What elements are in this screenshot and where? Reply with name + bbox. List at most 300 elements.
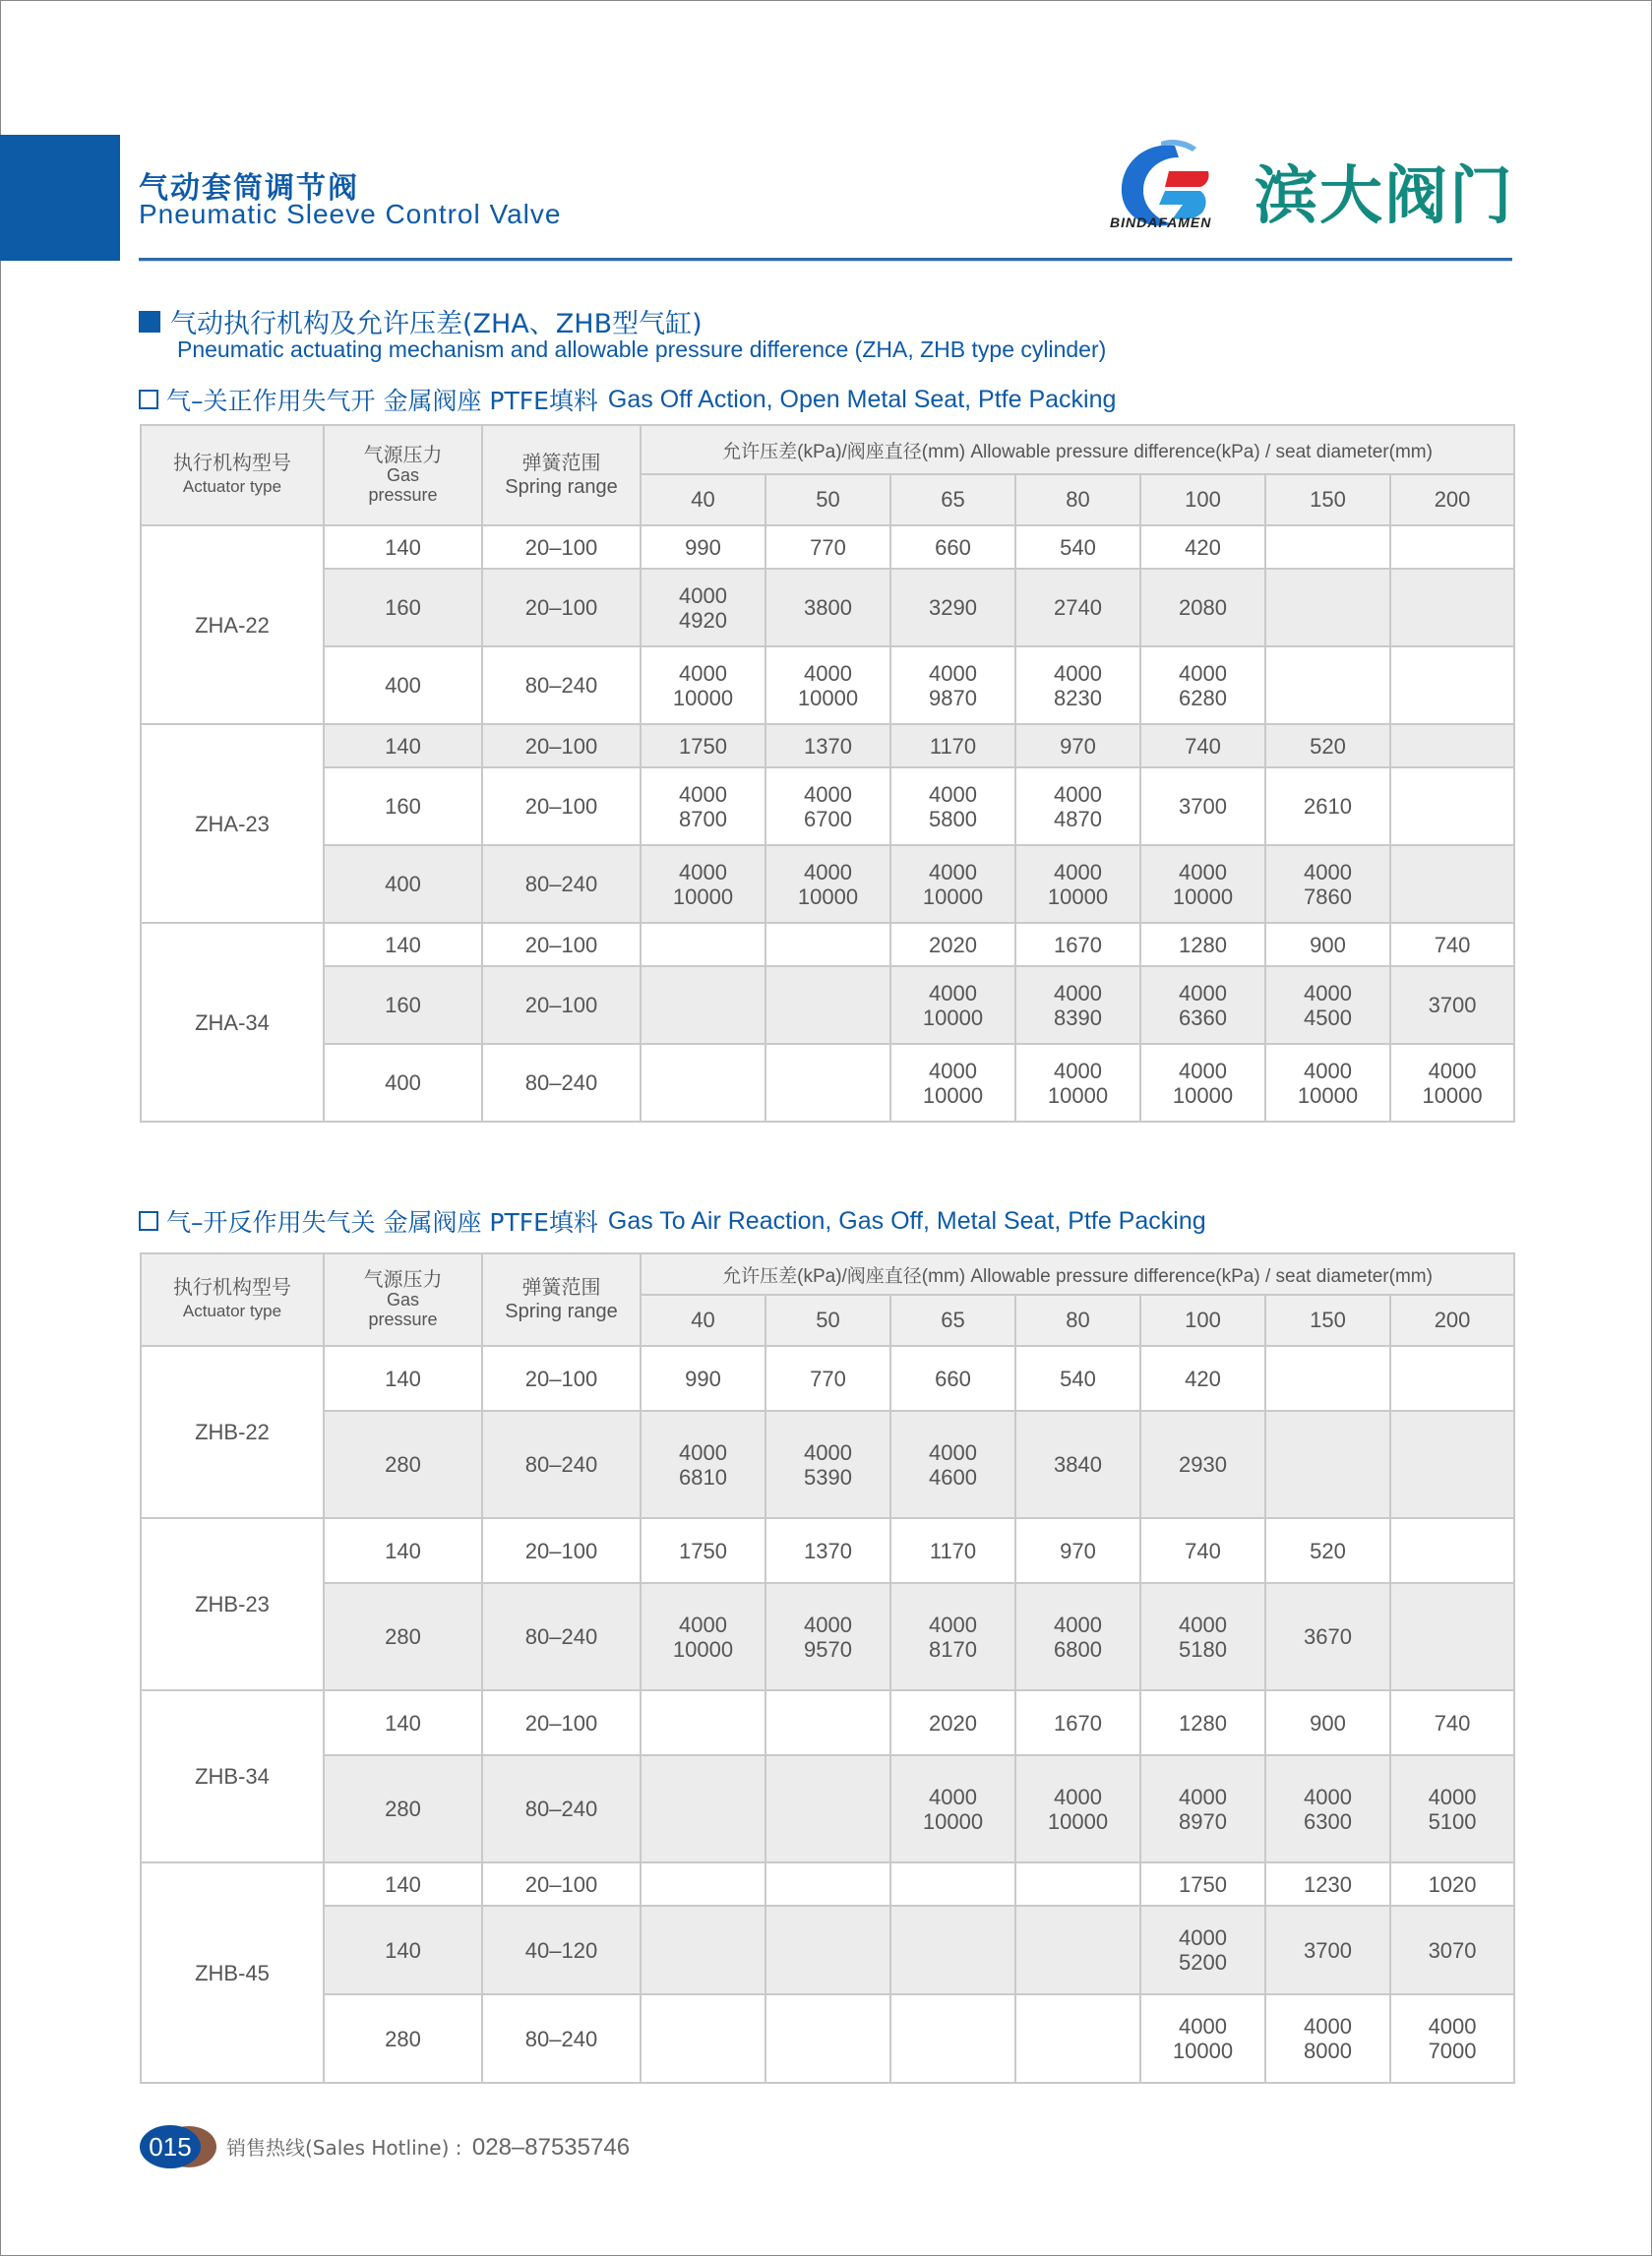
gas-pressure-cell: 140: [324, 1906, 482, 1994]
header-gas-cn: 气源压力: [363, 445, 443, 466]
pressure-value: 4000: [1179, 1925, 1227, 1950]
header-actuator-type: [141, 1253, 324, 1346]
pressure-value: 6800: [1054, 1636, 1102, 1662]
pressure-cell-80: [1015, 724, 1140, 767]
pressure-cell-200: [1390, 1411, 1514, 1518]
table2: [140, 1252, 1515, 2084]
header-gas-pressure: [324, 1253, 482, 1346]
pressure-value: 540: [1060, 534, 1096, 560]
pressure-value: 4000: [1304, 859, 1352, 884]
pressure-value: 5100: [1428, 1808, 1477, 1834]
pressure-cell-150: [1265, 1690, 1390, 1755]
gas-pressure-cell: 140: [324, 1518, 482, 1583]
pressure-cell-150: [1265, 1862, 1390, 1906]
table1-heading-cn: 气–关正作用失气开 金属阀座 PTFE填料: [166, 387, 598, 415]
pressure-cell-100: [1140, 1906, 1265, 1994]
pressure-cell-100: [1140, 1346, 1265, 1411]
pressure-value: 540: [1060, 1366, 1096, 1391]
pressure-cell-65: [890, 724, 1015, 767]
pressure-cell-200: [1390, 923, 1514, 966]
pressure-value: 10000: [797, 685, 859, 710]
pressure-value: 10000: [1047, 1808, 1109, 1834]
pressure-value: 3700: [1179, 794, 1227, 819]
pressure-value: 5800: [929, 806, 977, 831]
header-gas-pressure: [324, 425, 482, 525]
page-title-en: Pneumatic Sleeve Control Valve: [139, 199, 562, 229]
header-spring-cn: 弹簧范围: [521, 453, 601, 474]
pressure-value: 770: [810, 534, 846, 560]
pressure-cell-40: [641, 1690, 765, 1755]
pressure-cell-50: [765, 1994, 890, 2083]
pressure-cell-150: [1265, 1044, 1390, 1122]
pressure-value: 4000: [679, 1439, 727, 1465]
pressure-cell-50: [765, 1906, 890, 1994]
actuator-model: ZHB-45: [141, 1862, 324, 2083]
pressure-cell-200: [1390, 1862, 1514, 1906]
pressure-cell-100: [1140, 1862, 1265, 1906]
pressure-value: 4000: [929, 1439, 977, 1465]
header-spring-en: Spring range: [505, 1301, 618, 1322]
table-row: [141, 1346, 1514, 1411]
pressure-value: 4600: [929, 1464, 977, 1490]
gas-pressure-cell: 160: [324, 569, 482, 646]
pressure-value: 4000: [1428, 1784, 1477, 1809]
pressure-value: 4000: [679, 660, 727, 686]
pressure-cell-200: [1390, 845, 1514, 923]
pressure-cell-50: [765, 845, 890, 923]
pressure-cell-80: [1015, 845, 1140, 923]
pressure-cell-80: [1015, 1583, 1140, 1690]
pressure-cell-40: [641, 1518, 765, 1583]
pressure-value: 8000: [1304, 2039, 1352, 2063]
table-row: [141, 1906, 1514, 1994]
pressure-value: 4000: [929, 1612, 977, 1637]
pressure-value: 4000: [804, 859, 852, 884]
pressure-value: 4000: [1304, 1058, 1352, 1083]
spring-range-cell: 20–100: [482, 966, 641, 1044]
table2-heading-cn: 气–开反作用失气关 金属阀座 PTFE填料: [166, 1208, 598, 1237]
pressure-cell-200: [1390, 525, 1514, 569]
pressure-value: 9870: [929, 685, 977, 710]
pressure-value: 2610: [1304, 794, 1352, 819]
pressure-value: 5180: [1179, 1636, 1227, 1662]
actuator-model: ZHB-22: [141, 1346, 324, 1518]
pressure-cell-100: [1140, 1994, 1265, 2083]
pressure-cell-50: [765, 1583, 890, 1690]
pressure-value: 7860: [1304, 884, 1352, 909]
spring-range-cell: 80–240: [482, 646, 641, 724]
pressure-value: 740: [1434, 932, 1471, 957]
hotline-label: 销售热线(Sales Hotline) :: [226, 2136, 462, 2160]
spring-range-cell: 40–120: [482, 1906, 641, 1994]
pressure-value: 3290: [929, 595, 977, 620]
pressure-cell-150: [1265, 646, 1390, 724]
table-row: [141, 1518, 1514, 1583]
pressure-value: 4000: [804, 1439, 852, 1465]
pressure-value: 4000: [1179, 980, 1227, 1006]
gas-pressure-cell: 280: [324, 1755, 482, 1862]
pressure-cell-65: [890, 767, 1015, 845]
pressure-value: 4000: [1304, 2014, 1352, 2039]
page-number-badge: [140, 2125, 218, 2168]
header-diameter-40: 40: [641, 474, 765, 525]
gas-pressure-cell: 140: [324, 1346, 482, 1411]
pressure-cell-50: [765, 724, 890, 767]
logo-text: BINDAFAMEN: [1110, 214, 1212, 230]
pressure-cell-150: [1265, 923, 1390, 966]
pressure-value: 520: [1310, 1538, 1346, 1563]
pressure-cell-100: [1140, 1044, 1265, 1122]
pressure-cell-65: [890, 966, 1015, 1044]
table-row: [141, 525, 1514, 569]
pressure-value: 4000: [1179, 1612, 1227, 1637]
gas-pressure-cell: 280: [324, 1411, 482, 1518]
header-gas-en-1: Gas: [386, 465, 419, 485]
table-row: [141, 845, 1514, 923]
table-row: [141, 767, 1514, 845]
spring-range-cell: 20–100: [482, 1518, 641, 1583]
pressure-cell-50: [765, 1044, 890, 1122]
pressure-cell-80: [1015, 966, 1140, 1044]
gas-pressure-cell: 140: [324, 525, 482, 569]
pressure-value: 6300: [1304, 1808, 1352, 1834]
pressure-cell-65: [890, 1690, 1015, 1755]
pressure-value: 6280: [1179, 685, 1227, 710]
pressure-cell-40: [641, 966, 765, 1044]
pressure-cell-40: [641, 1346, 765, 1411]
header-diameter-150: 150: [1265, 474, 1390, 525]
pressure-cell-80: [1015, 1518, 1140, 1583]
pressure-value: 2930: [1179, 1452, 1227, 1477]
pressure-cell-200: [1390, 724, 1514, 767]
pressure-cell-80: [1015, 923, 1140, 966]
pressure-value: 4870: [1054, 806, 1102, 831]
pressure-value: 9570: [804, 1636, 852, 1662]
pressure-value: 4000: [1179, 859, 1227, 884]
footer: [140, 2125, 630, 2168]
table-row: [141, 1583, 1514, 1690]
pressure-cell-150: [1265, 966, 1390, 1044]
table1-heading-en: Gas Off Action, Open Metal Seat, Ptfe Packing: [607, 385, 1117, 413]
pressure-value: 4000: [1304, 980, 1352, 1006]
pressure-cell-40: [641, 1411, 765, 1518]
header-diameter-80: 80: [1015, 1295, 1140, 1346]
page-title-cn: 气动套筒调节阀: [139, 171, 359, 206]
spring-range-cell: 80–240: [482, 1994, 641, 2083]
pressure-value: 5200: [1179, 1950, 1227, 1975]
spring-range-cell: 20–100: [482, 525, 641, 569]
table-row: [141, 966, 1514, 1044]
brand-name: 滨大阀门: [1254, 160, 1514, 233]
pressure-cell-40: [641, 569, 765, 646]
pressure-cell-40: [641, 724, 765, 767]
pressure-value: 970: [1060, 733, 1096, 759]
pressure-cell-80: [1015, 1346, 1140, 1411]
sales-hotline: [226, 2132, 630, 2162]
table1: [140, 424, 1515, 1123]
pressure-value: 1750: [679, 1538, 727, 1563]
pressure-value: 1170: [929, 733, 977, 759]
section-title-cn: 气动执行机构及允许压差(ZHA、ZHB型气缸): [170, 309, 703, 339]
pressure-value: 4000: [1054, 1058, 1102, 1083]
pressure-value: 420: [1185, 534, 1221, 560]
pressure-value: 3840: [1054, 1452, 1102, 1477]
header-diameter-100: 100: [1140, 1295, 1265, 1346]
pressure-value: 6810: [679, 1464, 727, 1490]
pressure-cell-150: [1265, 1411, 1390, 1518]
gas-pressure-cell: 280: [324, 1583, 482, 1690]
pressure-cell-80: [1015, 1690, 1140, 1755]
gas-pressure-cell: 140: [324, 1862, 482, 1906]
pressure-cell-200: [1390, 569, 1514, 646]
pressure-value: 4000: [679, 859, 727, 884]
pressure-cell-50: [765, 1411, 890, 1518]
pressure-value: 4000: [1428, 1058, 1477, 1083]
gas-pressure-cell: 400: [324, 845, 482, 923]
header-actuator-en: Actuator type: [182, 477, 282, 496]
empty-square-icon: [139, 1211, 158, 1231]
table-row: [141, 1044, 1514, 1122]
pressure-cell-65: [890, 923, 1015, 966]
pressure-value: 6700: [804, 806, 852, 831]
pressure-cell-65: [890, 1906, 1015, 1994]
pressure-cell-100: [1140, 1755, 1265, 1862]
pressure-value: 5390: [804, 1464, 852, 1490]
header-diameter-65: 65: [890, 474, 1015, 525]
pressure-cell-50: [765, 1862, 890, 1906]
empty-square-icon: [139, 390, 158, 409]
header-gas-en-2: pressure: [368, 485, 438, 505]
pressure-value: 660: [935, 534, 971, 560]
pressure-value: 4000: [1179, 1058, 1227, 1083]
pressure-cell-100: [1140, 569, 1265, 646]
pressure-value: 2740: [1054, 595, 1102, 620]
actuator-model: ZHB-23: [141, 1518, 324, 1690]
pressure-value: 10000: [672, 685, 734, 710]
pressure-value: 3800: [804, 595, 852, 620]
pressure-value: 4920: [679, 607, 727, 633]
actuator-model: ZHB-34: [141, 1690, 324, 1862]
pressure-cell-50: [765, 1346, 890, 1411]
gas-pressure-cell: 140: [324, 724, 482, 767]
spring-range-cell: 20–100: [482, 923, 641, 966]
pressure-cell-80: [1015, 1906, 1140, 1994]
pressure-cell-65: [890, 1411, 1015, 1518]
pressure-value: 1670: [1054, 1710, 1102, 1736]
pressure-value: 8390: [1054, 1005, 1102, 1030]
spring-range-cell: 20–100: [482, 1690, 641, 1755]
pressure-cell-80: [1015, 1411, 1140, 1518]
pressure-cell-50: [765, 569, 890, 646]
header-spring-cn: 弹簧范围: [521, 1277, 601, 1299]
header-diameter-80: 80: [1015, 474, 1140, 525]
pressure-value: 740: [1185, 733, 1221, 759]
spring-range-cell: 80–240: [482, 1755, 641, 1862]
pressure-value: 3700: [1304, 1937, 1352, 1963]
header-diameter-200: 200: [1390, 474, 1514, 525]
pressure-value: 4000: [1054, 859, 1102, 884]
header-actuator-en: Actuator type: [182, 1302, 282, 1320]
pressure-value: 1750: [1179, 1871, 1227, 1897]
pressure-cell-100: [1140, 1518, 1265, 1583]
pressure-cell-200: [1390, 646, 1514, 724]
table1-heading: [139, 382, 1116, 417]
pressure-cell-150: [1265, 1906, 1390, 1994]
gas-pressure-cell: 140: [324, 1690, 482, 1755]
pressure-value: 1230: [1304, 1871, 1352, 1897]
pressure-cell-100: [1140, 966, 1265, 1044]
pressure-value: 4000: [679, 582, 727, 608]
header-diameter-40: 40: [641, 1295, 765, 1346]
pressure-value: 740: [1434, 1710, 1471, 1736]
pressure-cell-65: [890, 569, 1015, 646]
pressure-value: 4000: [1304, 1784, 1352, 1809]
header-diameter-200: 200: [1390, 1295, 1514, 1346]
pressure-value: 10000: [1047, 884, 1109, 909]
pressure-cell-150: [1265, 845, 1390, 923]
pressure-cell-65: [890, 1994, 1015, 2083]
pressure-cell-80: [1015, 1755, 1140, 1862]
pressure-value: 420: [1185, 1366, 1221, 1391]
pressure-value: 4000: [1179, 1784, 1227, 1809]
pressure-cell-50: [765, 1518, 890, 1583]
pressure-value: 900: [1310, 1710, 1346, 1736]
pressure-value: 1170: [929, 1538, 977, 1563]
actuator-model: ZHA-23: [141, 724, 324, 923]
pressure-value: 3070: [1428, 1937, 1477, 1963]
pressure-value: 1370: [804, 733, 852, 759]
table-row: [141, 724, 1514, 767]
pressure-cell-100: [1140, 646, 1265, 724]
pressure-cell-40: [641, 525, 765, 569]
pressure-cell-80: [1015, 525, 1140, 569]
pressure-cell-150: [1265, 767, 1390, 845]
gas-pressure-cell: 160: [324, 767, 482, 845]
pressure-cell-40: [641, 1755, 765, 1862]
gas-pressure-cell: 280: [324, 1994, 482, 2083]
pressure-value: 740: [1185, 1538, 1221, 1563]
actuator-model: ZHA-34: [141, 923, 324, 1122]
pressure-value: 4000: [804, 1612, 852, 1637]
pressure-value: 4000: [679, 781, 727, 807]
pressure-cell-80: [1015, 569, 1140, 646]
pressure-cell-150: [1265, 569, 1390, 646]
pressure-cell-65: [890, 845, 1015, 923]
pressure-cell-40: [641, 923, 765, 966]
pressure-cell-200: [1390, 1583, 1514, 1690]
actuator-model: ZHA-22: [141, 525, 324, 724]
pressure-value: 4000: [929, 859, 977, 884]
pressure-cell-100: [1140, 767, 1265, 845]
pressure-value: 6360: [1179, 1005, 1227, 1030]
pressure-value: 8230: [1054, 685, 1102, 710]
pressure-value: 10000: [1047, 1082, 1109, 1108]
pressure-value: 10000: [1297, 1082, 1359, 1108]
section-heading: [139, 302, 703, 340]
pressure-value: 900: [1310, 932, 1346, 957]
pressure-cell-40: [641, 1583, 765, 1690]
header-gas-en-1: Gas: [386, 1290, 419, 1310]
pressure-cell-150: [1265, 525, 1390, 569]
pressure-cell-200: [1390, 1518, 1514, 1583]
pressure-cell-50: [765, 1690, 890, 1755]
pressure-value: 10000: [1172, 2039, 1234, 2063]
pressure-value: 4000: [929, 781, 977, 807]
spring-range-cell: 20–100: [482, 1862, 641, 1906]
spring-range-cell: 80–240: [482, 1583, 641, 1690]
pressure-value: 4000: [1179, 660, 1227, 686]
header-gas-cn: 气源压力: [363, 1269, 443, 1291]
pressure-value: 3700: [1428, 993, 1477, 1017]
pressure-value: 4000: [804, 660, 852, 686]
pressure-value: 1020: [1428, 1871, 1477, 1897]
pressure-cell-150: [1265, 1583, 1390, 1690]
pressure-cell-65: [890, 1518, 1015, 1583]
pressure-value: 990: [685, 534, 721, 560]
pressure-value: 660: [935, 1366, 971, 1391]
pressure-value: 1670: [1054, 932, 1102, 957]
spring-range-cell: 20–100: [482, 1346, 641, 1411]
pressure-cell-50: [765, 1755, 890, 1862]
pressure-value: 970: [1060, 1538, 1096, 1563]
gas-pressure-cell: 400: [324, 1044, 482, 1122]
pressure-cell-100: [1140, 1411, 1265, 1518]
pressure-cell-40: [641, 646, 765, 724]
pressure-cell-100: [1140, 923, 1265, 966]
pressure-value: 4000: [1054, 1612, 1102, 1637]
pressure-value: 770: [810, 1366, 846, 1391]
pressure-value: 8170: [929, 1636, 977, 1662]
pressure-value: 10000: [1172, 884, 1234, 909]
table-row: [141, 1755, 1514, 1862]
header-diameter-150: 150: [1265, 1295, 1390, 1346]
pressure-cell-40: [641, 1994, 765, 2083]
header-actuator-cn: 执行机构型号: [173, 453, 291, 474]
header-diameter-50: 50: [765, 474, 890, 525]
pressure-value: 1370: [804, 1538, 852, 1563]
spring-range-cell: 80–240: [482, 845, 641, 923]
pressure-cell-50: [765, 966, 890, 1044]
pressure-value: 4000: [1054, 1784, 1102, 1809]
pressure-value: 4000: [1054, 660, 1102, 686]
pressure-cell-80: [1015, 1862, 1140, 1906]
pressure-cell-50: [765, 923, 890, 966]
pressure-value: 10000: [922, 1005, 984, 1030]
pressure-cell-200: [1390, 1906, 1514, 1994]
pressure-cell-65: [890, 646, 1015, 724]
pressure-value: 4000: [804, 781, 852, 807]
page-number: 015: [140, 2125, 201, 2168]
pressure-cell-65: [890, 1755, 1015, 1862]
pressure-value: 2020: [929, 1710, 977, 1736]
pressure-cell-200: [1390, 1994, 1514, 2083]
pressure-value: 10000: [672, 1636, 734, 1662]
hotline-number: 028–87535746: [471, 2134, 631, 2161]
header-color-block: [0, 135, 120, 261]
pressure-cell-150: [1265, 724, 1390, 767]
pressure-cell-65: [890, 1583, 1015, 1690]
pressure-cell-40: [641, 767, 765, 845]
header-spring-en: Spring range: [505, 476, 618, 498]
pressure-cell-150: [1265, 1755, 1390, 1862]
pressure-value: 1750: [679, 733, 727, 759]
pressure-value: 4000: [929, 1058, 977, 1083]
header-allowable-pressure: 允许压差(kPa)/阀座直径(mm) Allowable pressure difference(kPa) / seat diameter(mm): [641, 425, 1514, 474]
pressure-value: 4000: [929, 1784, 977, 1809]
header-gas-en-2: pressure: [368, 1310, 438, 1329]
pressure-cell-65: [890, 1346, 1015, 1411]
pressure-value: 1280: [1179, 1710, 1227, 1736]
